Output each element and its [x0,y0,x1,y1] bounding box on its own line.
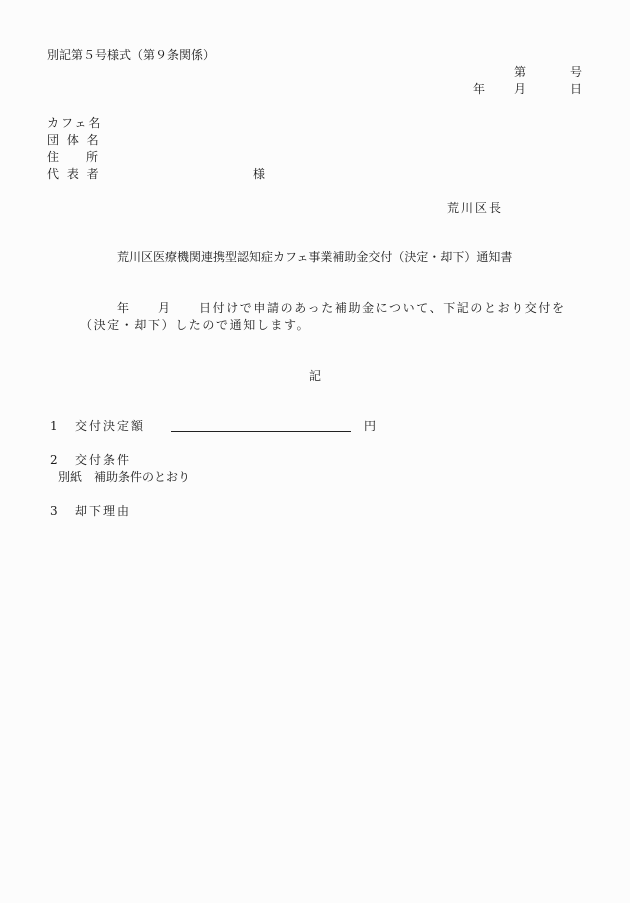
number-suffix: 号 [570,65,583,79]
cafe-name-label: カフェ名 [47,116,103,130]
body-line2: （決定・却下）したので通知します。 [80,318,311,332]
group-name-label: 団 体 名 [47,133,101,147]
body-year: 年 [117,301,130,315]
date-year: 年 [473,82,486,96]
item-1-label: 交付決定額 [75,419,146,433]
date-month: 月 [514,82,527,96]
number-prefix: 第 [514,65,527,79]
item-3-number: 3 [50,504,58,518]
item-2-number: 2 [50,453,58,467]
form-label: 別記第５号様式（第９条関係） [47,48,216,62]
issuer-name: 荒川区長 [447,201,504,215]
address-label-1: 住 [47,150,60,164]
representative-label: 代 表 者 [47,167,101,181]
grant-amount-field[interactable] [171,431,351,432]
body-line1: 日付けで申請のあった補助金について、下記のとおり交付を [199,301,566,315]
item-2-label: 交付条件 [75,453,132,467]
item-1-unit: 円 [364,419,377,433]
item-1-number: 1 [50,419,58,433]
document-title: 荒川区医療機関連携型認知症カフェ事業補助金交付（決定・却下）通知書 [117,250,513,264]
item-3-label: 却下理由 [75,504,132,518]
ki-heading: 記 [309,369,322,383]
honorific: 様 [253,167,266,181]
address-label-2: 所 [86,150,99,164]
body-month: 月 [158,301,171,315]
date-day: 日 [570,82,583,96]
item-2-detail: 別紙 補助条件のとおり [58,470,191,484]
